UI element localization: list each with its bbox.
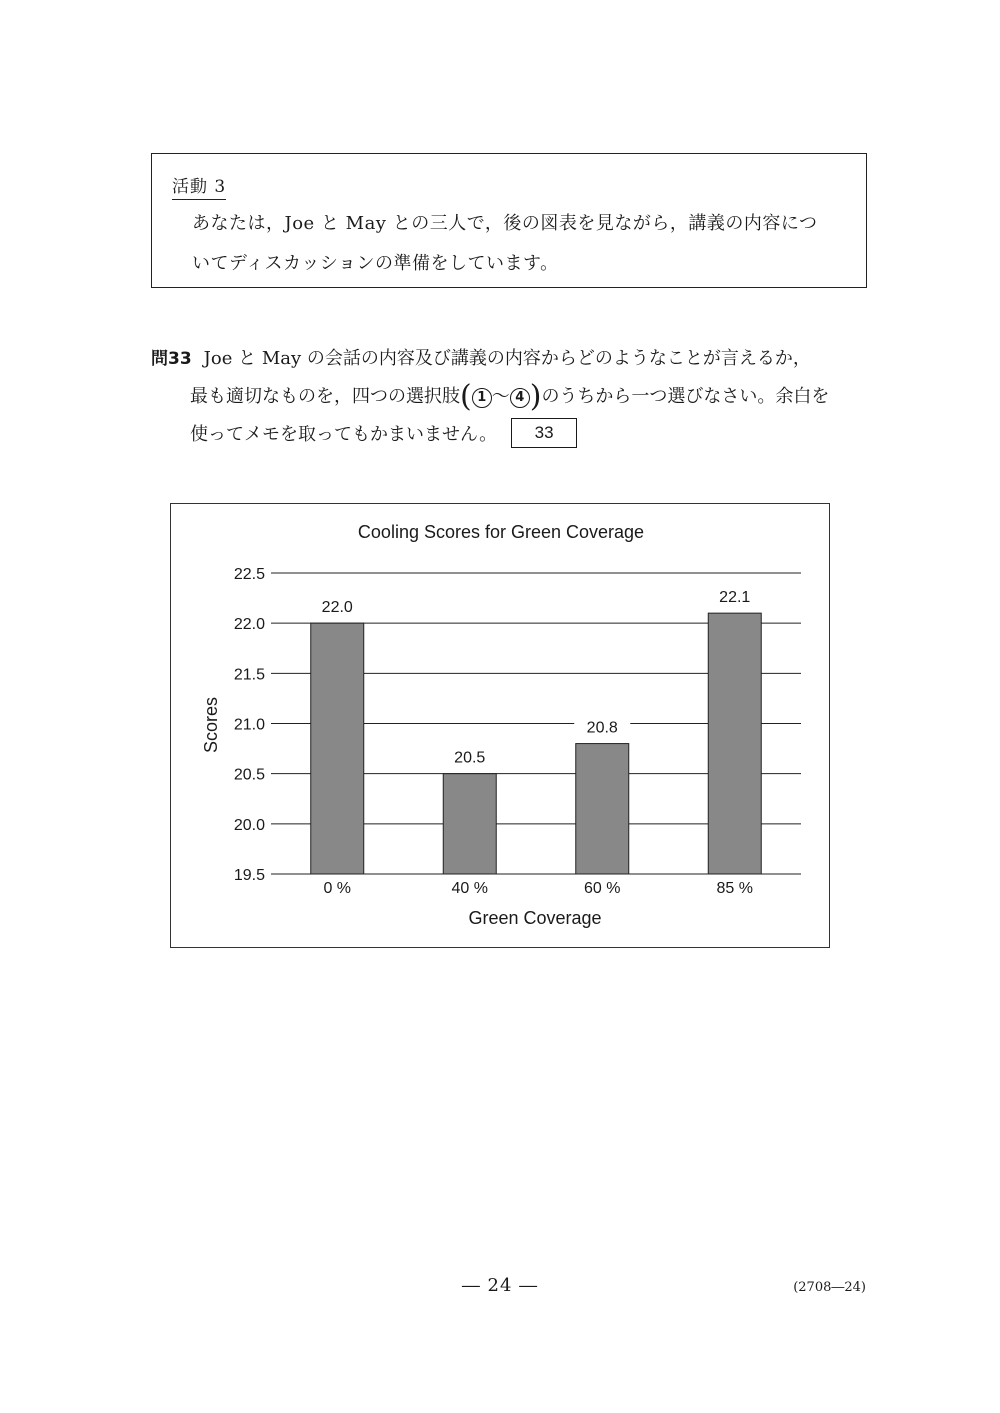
choice-last-circle: 4 <box>510 388 530 408</box>
data-label: 22.0 <box>321 599 353 617</box>
activity-line-1: あなたは，Joe と May との三人で，後の図表を見ながら，講義の内容につ <box>192 213 818 234</box>
question-line-1 <box>151 340 871 378</box>
bar <box>311 623 364 874</box>
chart-frame <box>170 503 830 948</box>
question-text-3: 使ってメモを取ってもかまいません。 <box>190 424 498 445</box>
left-paren-glyph: ( <box>460 379 472 414</box>
question-text-2a: 最も適切なものを，四つの選択肢 <box>190 386 460 407</box>
y-tick-label: 21.0 <box>233 716 265 734</box>
right-paren-glyph: ) <box>529 379 542 414</box>
x-axis-label: Green Coverage <box>468 908 602 928</box>
x-tick-label: 85 % <box>716 880 753 897</box>
question-text-1: Joe と May の会話の内容及び講義の内容からどのようなことが言えるか， <box>203 348 811 369</box>
data-label: 20.5 <box>454 749 486 767</box>
activity-body <box>192 204 852 284</box>
question-label: 問33 <box>151 349 192 369</box>
question-line-3 <box>151 416 871 454</box>
bar <box>576 744 629 874</box>
activity-box <box>151 153 867 288</box>
bar <box>708 613 761 874</box>
y-axis-label: Scores <box>201 696 221 754</box>
activity-line-2: いてディスカッションの準備をしています。 <box>192 253 559 274</box>
page-code: (2708―24) <box>793 1280 866 1295</box>
y-tick-label: 22.0 <box>233 616 265 634</box>
y-tick-label: 20.0 <box>233 816 265 834</box>
answer-box: 33 <box>511 418 577 448</box>
bar-layer <box>309 583 763 897</box>
bar <box>443 774 496 874</box>
x-tick-label: 40 % <box>451 880 488 897</box>
y-tick-label: 22.5 <box>233 566 265 583</box>
bar-chart <box>171 504 829 947</box>
y-tick-label: 20.5 <box>233 766 265 784</box>
x-tick-label: 0 % <box>323 880 352 897</box>
data-label: 20.8 <box>586 719 618 737</box>
question-text-2b: のうちから一つ選びなさい。余白を <box>541 386 830 407</box>
y-tick-label: 19.5 <box>233 867 265 884</box>
data-label: 22.1 <box>719 589 751 607</box>
question <box>151 340 871 454</box>
x-tick-label: 60 % <box>584 880 621 897</box>
page-number: ― 24 ― <box>461 1275 539 1296</box>
choice-tilde: ～ <box>491 386 510 407</box>
activity-title: 活動 3 <box>172 172 226 200</box>
choice-first-circle: 1 <box>472 388 492 408</box>
chart-title: Cooling Scores for Green Coverage <box>357 522 645 542</box>
y-tick-label: 21.5 <box>233 666 265 684</box>
question-line-2 <box>151 378 871 416</box>
